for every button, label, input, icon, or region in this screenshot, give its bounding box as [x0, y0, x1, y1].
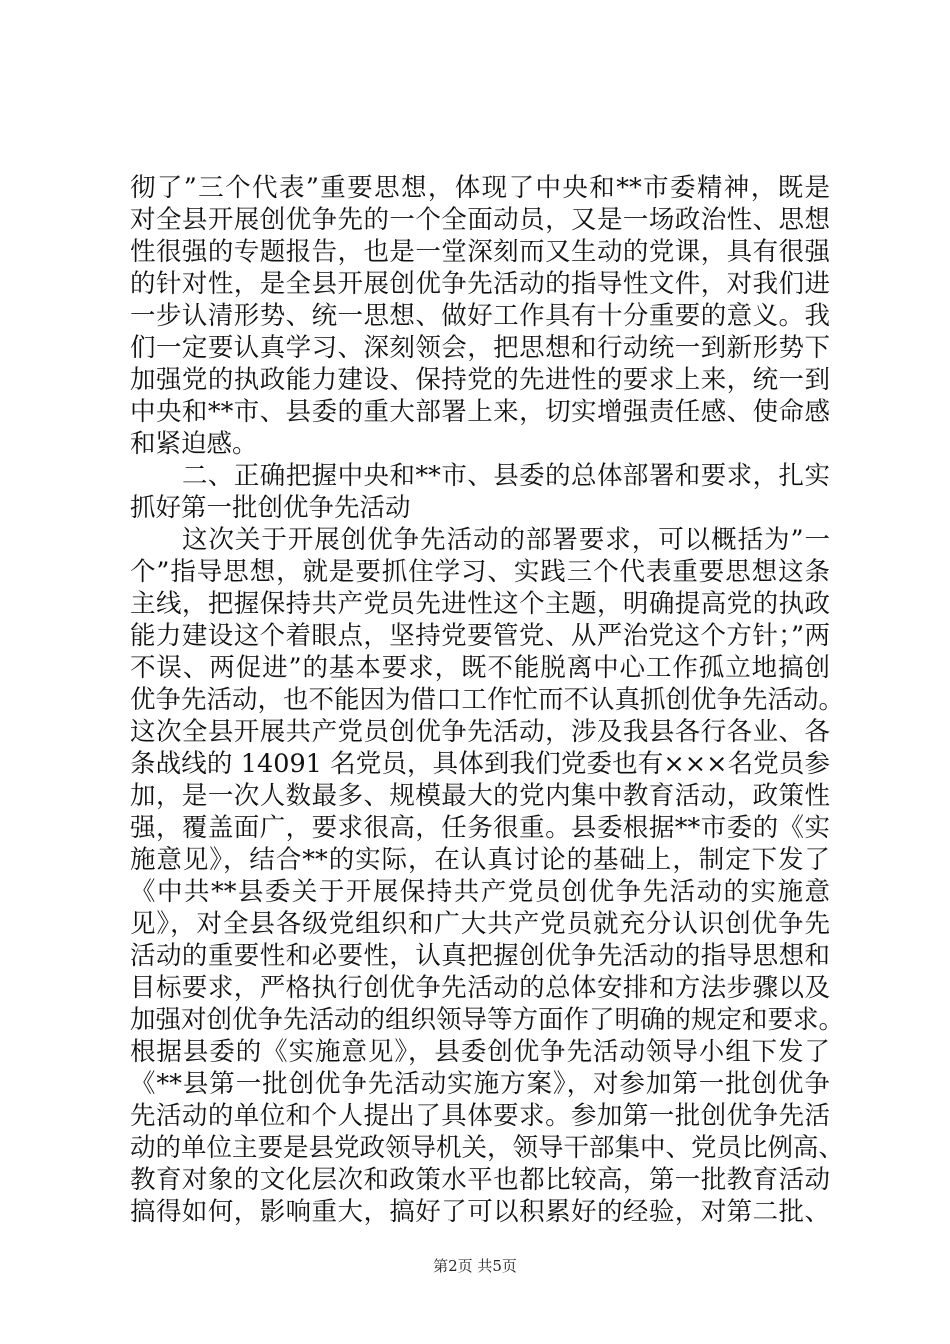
text-line: 不误、两促进”的基本要求，既不能脱离中心工作孤立地搞创 [130, 653, 830, 683]
page-number-footer: 第2页 共5页 [433, 1257, 517, 1275]
text-line: 和紧迫感。 [130, 429, 258, 459]
section-heading-line: 抓好第一批创优争先活动 [130, 493, 411, 523]
text-line: 优争先活动，也不能因为借口工作忙而不认真抓创优争先活动。 [130, 685, 845, 715]
text-line: 施意见》，结合**的实际，在认真讨论的基础上，制定下发了 [130, 845, 830, 875]
text-line: 目标要求，严格执行创优争先活动的总体安排和方法步骤以及 [130, 973, 830, 1003]
text-line: 根据县委的《实施意见》，县委创优争先活动领导小组下发了 [130, 1037, 830, 1067]
text-line: 《中共**县委关于开展保持共产党员创优争先活动的实施意 [130, 877, 830, 907]
text-line: 搞得如何，影响重大，搞好了可以积累好的经验，对第二批、 [130, 1197, 830, 1227]
text-line: 动的单位主要是县党政领导机关，领导干部集中、党员比例高、 [130, 1133, 845, 1163]
text-line: 活动的重要性和必要性，认真把握创优争先活动的指导思想和 [130, 941, 830, 971]
text-line: 强，覆盖面广，要求很高，任务很重。县委根据**市委的《实 [130, 813, 830, 843]
text-line: 加，是一次人数最多、规模最大的党内集中教育活动，政策性 [130, 781, 830, 811]
text-line: 见》，对全县各级党组织和广大共产党员就充分认识创优争先 [130, 909, 830, 939]
text-line: 们一定要认真学习、深刻领会，把思想和行动统一到新形势下 [130, 333, 830, 363]
text-line: 能力建设这个着眼点，坚持党要管党、从严治党这个方针；”两 [130, 621, 830, 651]
text-line: 教育对象的文化层次和政策水平也都比较高，第一批教育活动 [130, 1165, 830, 1195]
text-line: 主线，把握保持共产党员先进性这个主题，明确提高党的执政 [130, 589, 830, 619]
text-line: 的针对性，是全县开展创优争先活动的指导性文件，对我们进 [130, 269, 830, 299]
text-line: 加强党的执政能力建设、保持党的先进性的要求上来，统一到 [130, 365, 830, 395]
text-line: 这次全县开展共产党员创优争先活动，涉及我县各行各业、各 [130, 717, 830, 747]
text-line: 加强对创优争先活动的组织领导等方面作了明确的规定和要求。 [130, 1005, 845, 1035]
section-heading-line: 二、正确把握中央和**市、县委的总体部署和要求，扎实 [182, 461, 830, 491]
text-line: 对全县开展创优争先的一个全面动员，又是一场政治性、思想 [130, 205, 830, 235]
text-line: 个”指导思想，就是要抓住学习、实践三个代表重要思想这条 [130, 557, 830, 587]
text-line: 先活动的单位和个人提出了具体要求。参加第一批创优争先活 [130, 1101, 830, 1131]
document-body [130, 172, 845, 1228]
text-line: 中央和**市、县委的重大部署上来，切实增强责任感、使命感 [130, 397, 830, 427]
text-line: 一步认清形势、统一思想、做好工作具有十分重要的意义。我 [130, 301, 830, 331]
text-line: 这次关于开展创优争先活动的部署要求，可以概括为”一 [182, 525, 830, 555]
text-line: 《**县第一批创优争先活动实施方案》，对参加第一批创优争 [130, 1069, 830, 1099]
text-line: 性很强的专题报告，也是一堂深刻而又生动的党课，具有很强 [130, 237, 830, 267]
text-line: 彻了”三个代表”重要思想，体现了中央和**市委精神，既是 [130, 173, 830, 203]
text-line: 条战线的 14091 名党员，具体到我们党委也有×××名党员参 [130, 749, 830, 779]
